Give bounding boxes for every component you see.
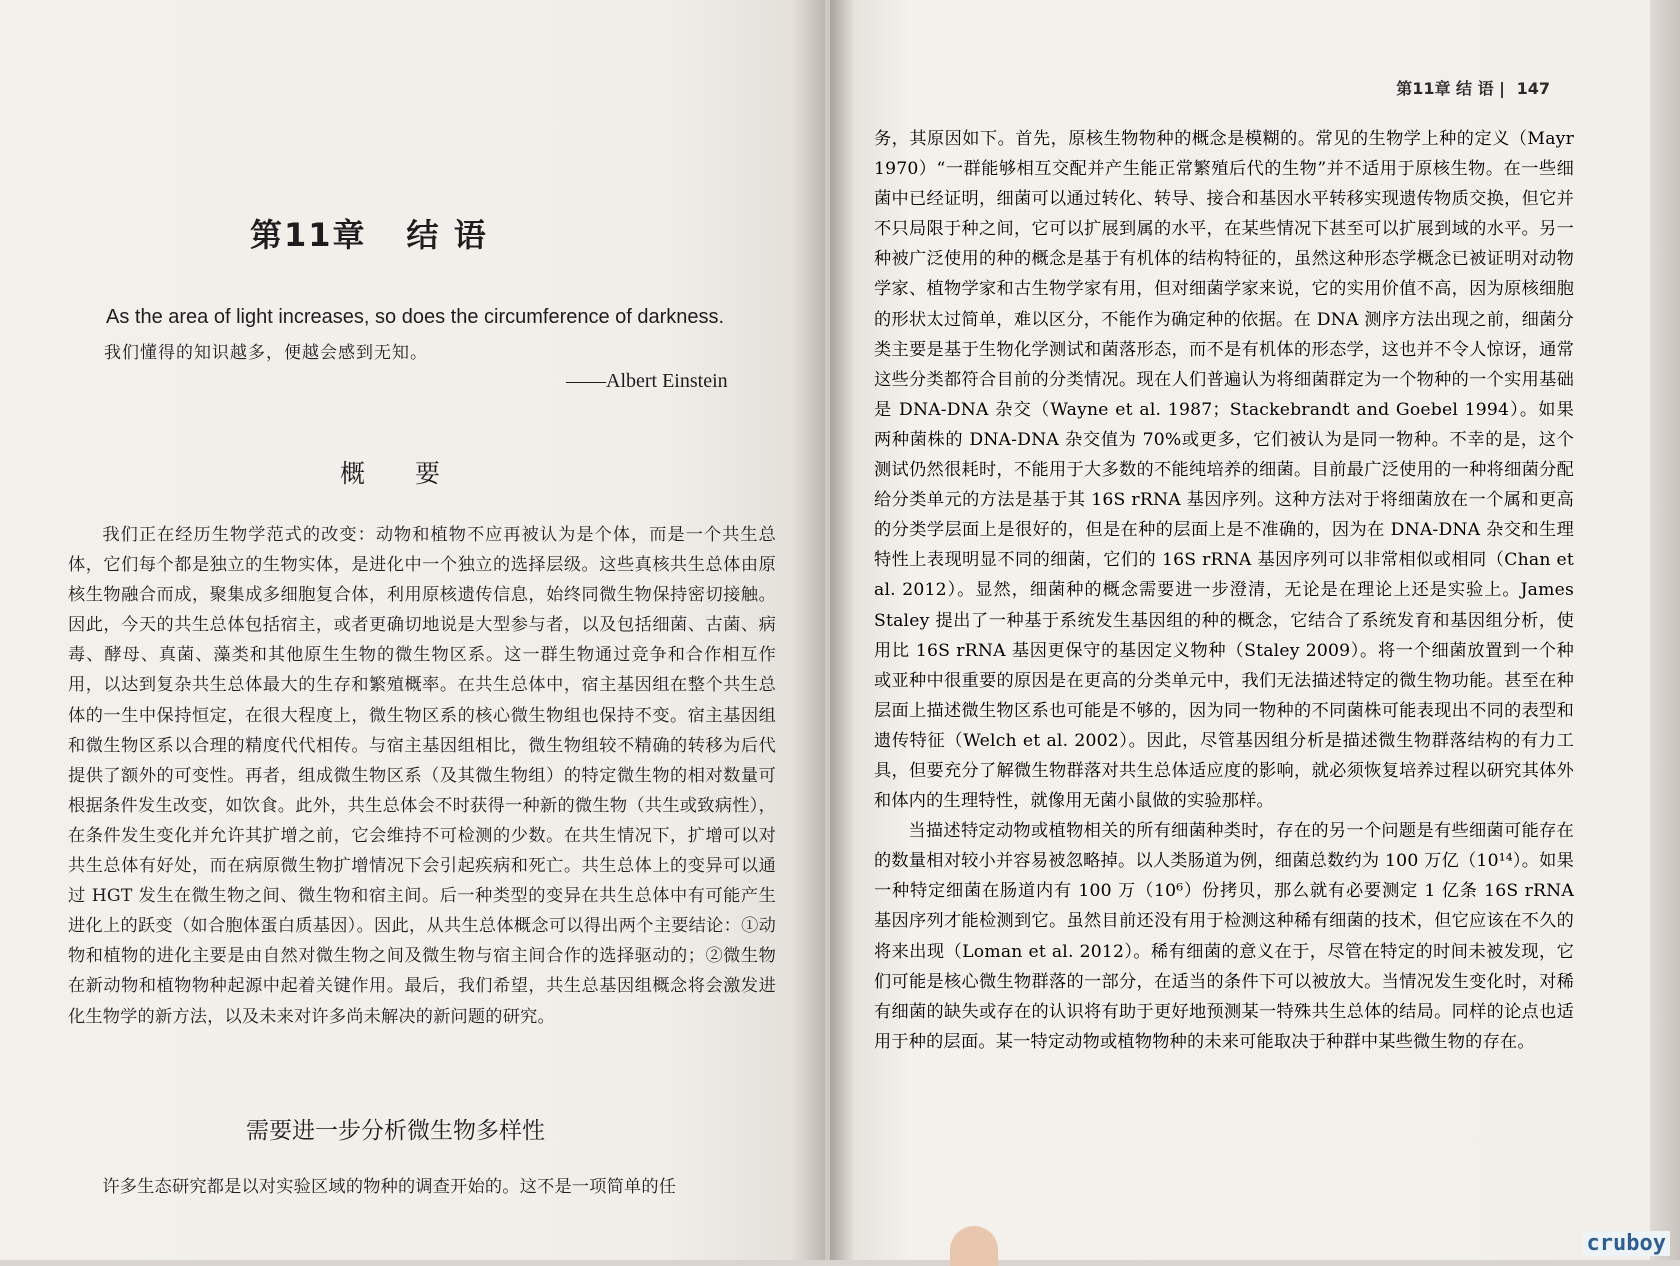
- diversity-heading: 需要进一步分析微生物多样性: [246, 1118, 545, 1144]
- diversity-body-right: [874, 124, 1574, 1057]
- page-number: 147: [1516, 79, 1550, 98]
- thumb-shape: [950, 1226, 998, 1266]
- diversity-paragraph-start: 许多生态研究都是以对实验区域的物种的调查开始的。这不是一项简单的任: [102, 1177, 677, 1197]
- left-page: [0, 0, 825, 1260]
- summary-body: [68, 520, 776, 1032]
- watermark-text: cruboy: [1583, 1231, 1670, 1256]
- diversity-body-left: [68, 1172, 778, 1202]
- summary-paragraph: 我们正在经历生物学范式的改变：动物和植物不应再被认为是个体，而是一个共生总体，它们每个都是独立的生物实体，是进化中一个独立的选择层级。这些真核共生总体由原核生物融合而成，聚集成多细胞复合体，利用原核遗传信息，始终同微生物保持密切接触。因此，今天的共生总体包括宿主，或者更确切地说是大型参与者，以及包括细菌、古菌、病毒、酵母、真菌、藻类和其他原生生物的微生物区系。这一群生物通过竞争和合作相互作用，以达到复杂共生总体最大的生存和繁殖概率。在共生总体中，宿主基因组在整个共生总体的一生中保持恒定，在很大程度上，微生物区系的核心微生物组也保持不变。宿主基因组和微生物区系以合理的精度代代相传。与宿主基因组相比，微生物组较不精确的转移为后代提供了额外的可变性。再者，组成微生物区系（及其微生物组）的特定微生物的相对数量可根据条件发生改变，如饮食。此外，共生总体会不时获得一种新的微生物（共生或致病性），在条件发生变化并允许其扩增之前，它会维持不可检测的少数。在共生情况下，扩增可以对共生总体有好处，而在病原微生物扩增情况下会引起疾病和死亡。共生总体上的变异可以通过 HGT 发生在微生物之间、微生物和宿主间。后一种类型的变异在共生总体中有可能产生进化上的跃变（如合胞体蛋白质基因）。因此，从共生总体概念可以得出两个主要结论：①动物和植物的进化主要是由自然对微生物之间及微生物与宿主间合作的选择驱动的；②微生物在新动物和植物物种起源中起着关键作用。最后，我们希望，共生总基因组概念将会激发进化生物学的新方法，以及未来对许多尚未解决的新问题的研究。: [68, 525, 776, 1027]
- chapter-name: 结 语: [406, 216, 488, 254]
- epigraph-attribution: ——Albert Einstein: [566, 370, 728, 392]
- running-head-title: 第11章 结 语: [1396, 79, 1494, 98]
- running-head: 第11章 结 语 | 147: [1396, 79, 1550, 98]
- chapter-title: [250, 210, 488, 256]
- chapter-number: 第11章: [250, 216, 367, 254]
- summary-heading: 概要: [340, 459, 491, 488]
- diversity-paragraph-continued: 务，其原因如下。首先，原核生物物种的概念是模糊的。常见的生物学上种的定义（Mayr 1970）“一群能够相互交配并产生能正常繁殖后代的生物”并不适用于原核生物。在一些细菌中已经证明，细菌可以通过转化、转导、接合和基因水平转移实现遗传物质交换，但它并不只局限于种之间，它可以扩展到属的水平，在某些情况下甚至可以扩展到域的水平。另一种被广泛使用的种的概念是基于有机体的结构特征的，虽然这种形态学概念已被证明对动物学家、植物学家和古生物学家有用，但对细菌学家来说，它的实用价值不高，因为原核细胞的形状太过简单，难以区分，不能作为确定种的依据。在 DNA 测序方法出现之前，细菌分类主要是基于生物化学测试和菌落形态，而不是有机体的形态学，这也并不令人惊讶，通常这些分类都符合目前的分类情况。现在人们普遍认为将细菌群定为一个物种的一个实用基础是 DNA-DNA 杂交（Wayne et al. 1987；Stackebrandt and Goebel 1994）。如果两种菌株的 DNA-DNA 杂交值为 70%或更多，它们被认为是同一物种。不幸的是，这个测试仍然很耗时，不能用于大多数的不能纯培养的细菌。目前最广泛使用的一种将细菌分配给分类单元的方法是基于其 16S rRNA 基因序列。这种方法对于将细菌放在一个属和更高的分类学层面上是很好的，但是在种的层面上是不准确的，因为在 DNA-DNA 杂交和生理特性上表现明显不同的细菌，它们的 16S rRNA 基因序列可以非常相似或相同（Chan et al. 2012）。显然，细菌种的概念需要进一步澄清，无论是在理论上还是实验上。James Staley 提出了一种基于系统发生基因组的种的概念，它结合了系统发育和基因组分析，使用比 16S rRNA 基因更保守的基因定义物种（Staley 2009）。将一个细菌放置到一个种或亚种中很重要的原因是在更高的分类单元中，我们无法描述特定的微生物功能。甚至在种层面上描述微生物区系也可能是不够的，因为同一物种的不同菌株可能表现出不同的表型和遗传特征（Welch et al. 2002）。因此，尽管基因组分析是描述微生物群落结构的有力工具，但要充分了解微生物群落对共生总体适应度的影响，就必须恢复培养过程以研究其体外和体内的生理特性，就像用无菌小鼠做的实验那样。: [874, 129, 1574, 812]
- epigraph-english: As the area of light increases, so does the circumference of darkness.: [106, 306, 725, 328]
- page-edge: [1650, 0, 1680, 1260]
- epigraph-chinese: 我们懂得的知识越多，便越会感到无知。: [104, 343, 428, 363]
- rare-bacteria-paragraph: 当描述特定动物或植物相关的所有细菌种类时，存在的另一个问题是有些细菌可能存在的数量相对较小并容易被忽略掉。以人类肠道为例，细菌总数约为 100 万亿（10¹⁴）。如果一种特定细菌在肠道内有 100 万（10⁶）份拷贝，那么就有必要测定 1 亿条 16S rRNA 基因序列才能检测到它。虽然目前还没有用于检测这种稀有细菌的技术，但它应该在不久的将来出现（Loman et al. 2012）。稀有细菌的意义在于，尽管在特定的时间未被发现，它们可能是核心微生物群落的一部分，在适当的条件下可以被放大。当情况发生变化时，对稀有细菌的缺失或存在的认识将有助于更好地预测某一特殊共生总体的结局。同样的论点也适用于种的层面。某一特定动物或植物物种的未来可能取决于种群中某些微生物的存在。: [874, 821, 1574, 1052]
